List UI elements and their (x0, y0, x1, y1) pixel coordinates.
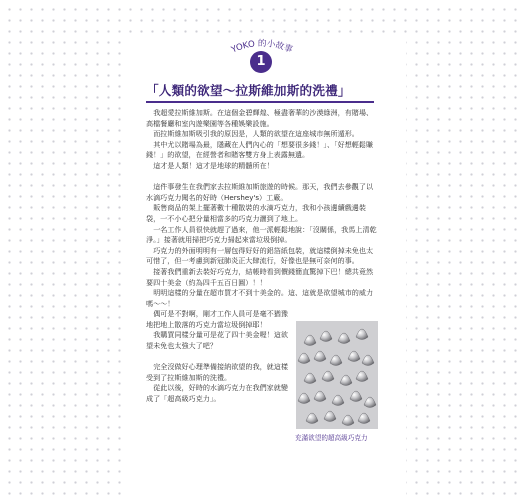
paragraph: 明明這樣的分量在超市買才不到十美金的。這、這就是欲望城市的威力嗎～～！ (146, 288, 374, 308)
article-title-wrap (146, 83, 374, 99)
paragraph: 其中尤以賭場為最，隱藏在人們內心的「想要很多錢！」、「好想輕鬆賺錢！」的欲望，在經營者和賭客雙方身上表露無遺。 (146, 139, 374, 160)
episode-number-badge: 1 (250, 51, 272, 73)
paragraph: 我購買同樣分量可是花了四十美金喔！這欲望未免也太強大了吧？ (146, 330, 288, 351)
chocolate-photo (296, 321, 378, 429)
paragraph: 而拉斯維加斯吸引我的原因是，人類的欲望在這座城市無所遁形。 (153, 129, 359, 139)
paragraph: 一名工作人員很快就趕了過來，他一派輕鬆地說：「沒關係，我馬上清乾淨。」接著就用掃把巧克力掃起來當垃圾倒掉。 (146, 224, 377, 245)
photo-caption: 充滿欲望的超高級巧克力 (295, 434, 368, 442)
paragraph: 完全沒做好心理準備接納欲望的我，就這樣受到了拉斯維加斯的洗禮。 (146, 362, 288, 382)
chocolate-kisses-image (296, 321, 378, 429)
paragraph: 巧克力的外面明明有一層包得好好的鋁箔紙包裝，就這樣倒掉未免也太可惜了，但一考慮到新冠肺炎正大肆流行，好像也是無可奈何的事。 (146, 245, 374, 266)
paragraph: 接著我們重新去裝好巧克力，結帳時看到價錢簡直驚掉下巴！總共竟然要四十美金（約為四千五百日圓）！！ (146, 266, 374, 287)
paragraph: 這件事發生在我們家去拉斯維加斯旅遊的時候。那天，我們去參觀了以水滴巧克力聞名的好時（Hershey's）工廠。 (146, 182, 374, 202)
title-underline (146, 101, 374, 103)
paragraph: 偶可是不對啊，剛才工作人員可是毫不猶豫地把地上散落的巧克力當垃圾倒掉耶！ (146, 309, 288, 329)
series-label: YOKO 的小故事 (230, 38, 294, 56)
article-title: 「人類的欲望～拉斯維加斯的洗禮」 (146, 83, 351, 98)
paragraph: 販售商品的架上擺著數十種散裝的水滴巧克力，我和小孩邊續戲邊裝袋，一不小心把分量相當多的巧克力灑到了地上。 (146, 203, 366, 223)
paragraph: 這才是人類！這才是地球的精髓所在！ (153, 160, 274, 170)
paragraph: 我超愛拉斯維加斯。在這個金碧輝煌、極盡奢華的沙漠綠洲，有賭場、高檔餐廳和室內遊樂園等各種娛樂設施。 (146, 108, 374, 128)
paragraph: 從此以後，好時的水滴巧克力在我們家就變成了「超高級巧克力」。 (146, 383, 288, 404)
